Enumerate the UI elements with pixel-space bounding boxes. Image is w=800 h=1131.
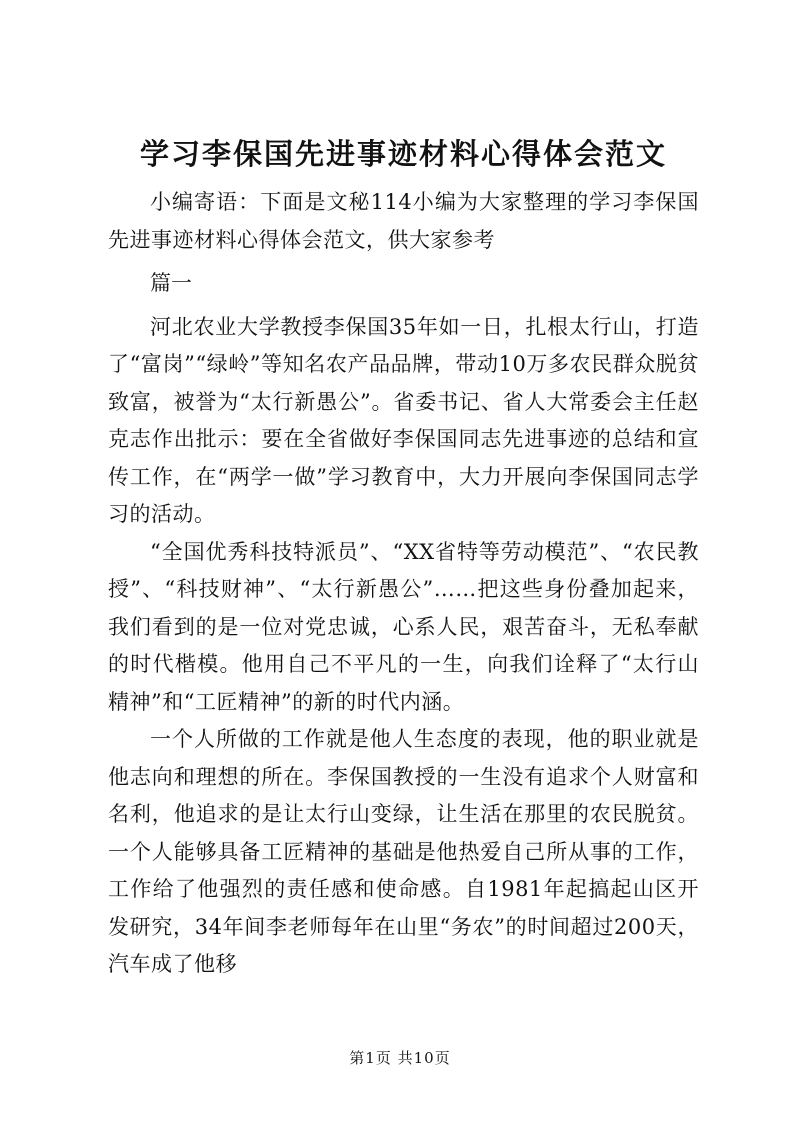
intro-paragraph: 小编寄语：下面是文秘114小编为大家整理的学习李保国先进事迹材料心得体会范文，供大家参考 bbox=[108, 190, 699, 252]
section-label: 篇一 bbox=[150, 271, 192, 295]
body-paragraph-3: 一个人所做的工作就是他人生态度的表现，他的职业就是他志向和理想的所在。李保国教授的一生没有追求个人财富和名利，他追求的是让太行山变绿，让生活在那里的农民脱贫。一个人能够具备工匠精神的基础是他热爱自己所从事的工作，工作给了他强烈的责任感和使命感。自1981年起搞起山区开发研究，34年间李老师每年在山里“务农”的时间超过200天，汽车成了他移 bbox=[108, 727, 699, 976]
document-title: 学习李保国先进事迹材料心得体会范文 bbox=[139, 137, 667, 171]
page-footer: 第1页 共10页 bbox=[349, 1049, 451, 1067]
body-paragraph-1: 河北农业大学教授李保国35年如一日，扎根太行山，打造了“富岗”“绿岭”等知名农产品品牌，带动10万多农民群众脱贫致富，被誉为“太行新愚公”。省委书记、省人大常委会主任赵克志作出批示：要在全省做好李保国同志先进事迹的总结和宣传工作，在“两学一做”学习教育中，大力开展向李保国同志学习的活动。 bbox=[108, 314, 699, 526]
body-paragraph-2: “全国优秀科技特派员”、“XX省特等劳动模范”、“农民教授”、“科技财神”、“太行新愚公”……把这些身份叠加起来，我们看到的是一位对党忠诚，心系人民，艰苦奋斗，无私奉献的时代楷模。他用自己不平凡的一生，向我们诠释了“太行山精神”和“工匠精神”的新的时代内涵。 bbox=[108, 539, 699, 714]
